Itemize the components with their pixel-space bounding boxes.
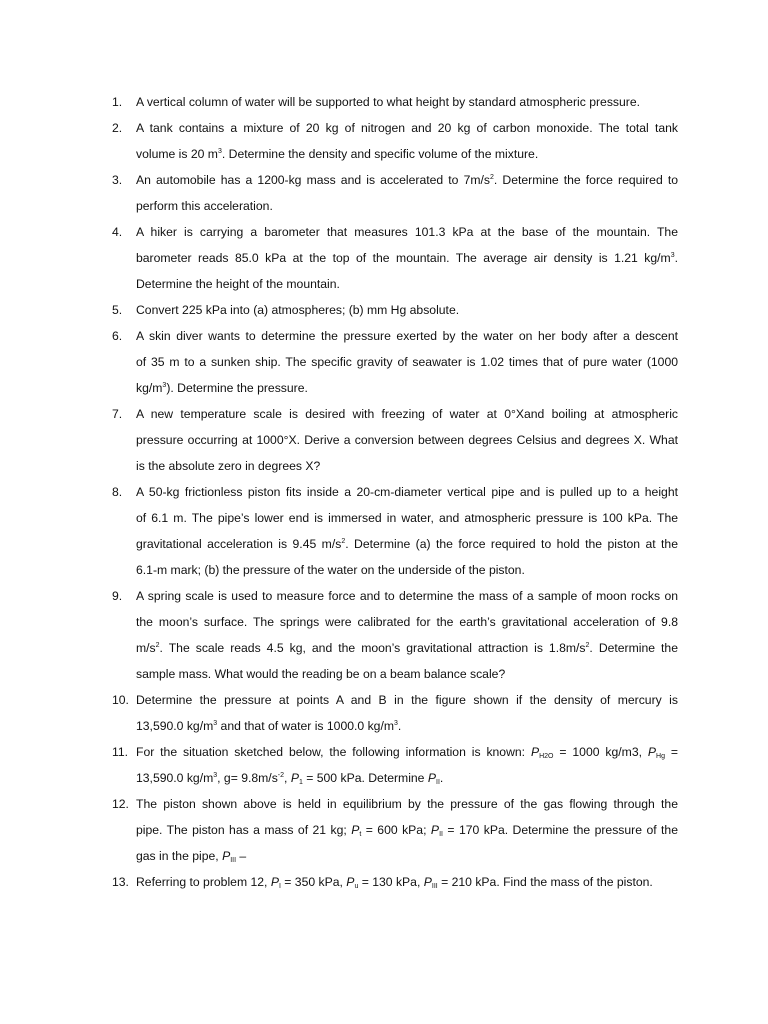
- superscript: 3: [670, 252, 675, 259]
- text-run: ). Determine the pressure.: [166, 381, 308, 395]
- problem-number: 7.: [112, 407, 123, 421]
- text-run: 6.1-m mark; (b) the pressure of the water on the underside of the piston.: [136, 563, 525, 577]
- italic-symbol: P: [423, 875, 432, 889]
- problem-number: 13.: [112, 875, 129, 889]
- problem-number: 2.: [112, 121, 123, 135]
- problem-text: [136, 323, 678, 401]
- text-run: = 1000 kg/m3,: [553, 745, 648, 759]
- problem-list: [0, 89, 768, 895]
- italic-symbol: P: [346, 875, 355, 889]
- problem-number: 4.: [112, 225, 123, 239]
- problem-line: [136, 141, 678, 167]
- problem-item: [0, 687, 768, 739]
- problem-text: [136, 219, 678, 297]
- problem-line: [136, 713, 678, 739]
- problem-number: 9.: [112, 589, 123, 603]
- subscript: 1: [298, 779, 303, 786]
- problem-line: [136, 115, 678, 141]
- superscript: 3: [393, 720, 398, 727]
- superscript: 2: [585, 642, 590, 649]
- superscript: 3: [213, 720, 218, 727]
- problem-line: [136, 583, 678, 609]
- subscript: III: [230, 857, 237, 864]
- problem-text: [136, 115, 678, 167]
- problem-line: [136, 609, 678, 635]
- subscript: II: [436, 779, 440, 786]
- text-run: The piston shown above is held in equilibrium by the pressure of the gas flowing through the: [136, 797, 678, 811]
- subscript: t: [359, 831, 362, 838]
- text-run: Determine the pressure at points A and B in the figure shown if the density of mercury is: [136, 693, 678, 707]
- problem-item: [0, 739, 768, 791]
- text-run: of 35 m to a sunken ship. The specific gravity of seawater is 1.02 times that of pure water (1000: [136, 355, 678, 369]
- text-run: of 6.1 m. The pipe’s lower end is immersed in water, and atmospheric pressure is 100 kPa. The: [136, 511, 678, 525]
- problem-line: [136, 271, 678, 297]
- superscript: 3: [213, 772, 218, 779]
- text-run: . Determine the density and specific volume of the mixture.: [221, 147, 539, 161]
- text-run: An automobile has a 1200-kg mass and is accelerated to 7m/s: [136, 173, 490, 187]
- problem-text: [136, 89, 678, 115]
- subscript: Hg: [656, 753, 665, 760]
- problem-number: 11.: [112, 745, 129, 759]
- text-run: pressure occurring at 1000°X. Derive a conversion between degrees Celsius and degrees X. What: [136, 433, 678, 447]
- problem-line: [136, 427, 678, 453]
- text-run: . Determine (a) the force required to hold the piston at the: [345, 537, 678, 551]
- superscript: -2: [277, 772, 285, 779]
- italic-symbol: P: [290, 771, 299, 785]
- text-run: = 130 kPa,: [358, 875, 424, 889]
- text-run: the moon’s surface. The springs were calibrated for the earth’s gravitational acceleration of 9.8: [136, 615, 678, 629]
- problem-text: [136, 583, 678, 687]
- problem-number: 10.: [112, 693, 129, 707]
- problem-text: [136, 791, 678, 869]
- problem-text: [136, 401, 678, 479]
- problem-line: [136, 89, 678, 115]
- text-run: Determine the height of the mountain.: [136, 277, 340, 291]
- problem-number: 8.: [112, 485, 123, 499]
- problem-text: [136, 687, 678, 739]
- problem-line: [136, 531, 678, 557]
- problem-line: [136, 323, 678, 349]
- problem-text: [136, 479, 678, 583]
- problem-line: [136, 661, 678, 687]
- italic-symbol: P: [530, 745, 540, 759]
- subscript: I: [278, 883, 281, 890]
- problem-text: [136, 167, 678, 219]
- text-run: = 210 kPa. Find the mass of the piston.: [437, 875, 653, 889]
- text-run: =: [664, 745, 678, 759]
- text-run: For the situation sketched below, the following information is known:: [136, 745, 531, 759]
- text-run: .: [439, 771, 444, 785]
- problem-number: 1.: [112, 95, 123, 109]
- text-run: A spring scale is used to measure force and to determine the mass of a sample of moon rocks on: [136, 589, 678, 603]
- text-run: A hiker is carrying a barometer that measures 101.3 kPa at the base of the mountain. The: [136, 225, 678, 239]
- text-run: = 170 kPa. Determine the pressure of the: [442, 823, 678, 837]
- text-run: 13,590.0 kg/m: [136, 771, 214, 785]
- problem-line: [136, 843, 678, 869]
- problem-item: [0, 583, 768, 687]
- problem-line: [136, 349, 678, 375]
- text-run: volume is 20 m: [136, 147, 218, 161]
- text-run: and that of water is 1000.0 kg/m: [217, 719, 394, 733]
- text-run: Convert 225 kPa into (a) atmospheres; (b) mm Hg absolute.: [136, 303, 460, 317]
- problem-item: [0, 479, 768, 583]
- problem-line: [136, 687, 678, 713]
- italic-symbol: P: [647, 745, 657, 759]
- problem-item: [0, 89, 768, 115]
- text-run: = 350 kPa,: [280, 875, 347, 889]
- text-run: gas in the pipe,: [136, 849, 223, 863]
- text-run: . Determine the: [589, 641, 678, 655]
- problem-item: [0, 869, 768, 895]
- problem-line: [136, 479, 678, 505]
- text-run: . Determine the force required to: [493, 173, 679, 187]
- text-run: barometer reads 85.0 kPa at the top of the mountain. The average air density is 1.21 kg/m: [136, 251, 671, 265]
- text-run: 13,590.0 kg/m: [136, 719, 214, 733]
- subscript: H2O: [539, 753, 554, 760]
- problem-line: [136, 193, 678, 219]
- problem-line: [136, 505, 678, 531]
- problem-item: [0, 401, 768, 479]
- problem-item: [0, 297, 768, 323]
- problem-line: [136, 635, 678, 661]
- text-run: m/s: [136, 641, 156, 655]
- problem-item: [0, 167, 768, 219]
- problem-number: 12.: [112, 797, 129, 811]
- italic-symbol: P: [270, 875, 279, 889]
- text-run: ,: [284, 771, 291, 785]
- problem-item: [0, 115, 768, 167]
- problem-line: [136, 765, 678, 791]
- italic-symbol: P: [427, 771, 436, 785]
- text-run: , g= 9.8m/s: [217, 771, 278, 785]
- problem-line: [136, 297, 678, 323]
- subscript: u: [354, 883, 359, 890]
- problem-number: 6.: [112, 329, 123, 343]
- text-run: kg/m: [136, 381, 163, 395]
- text-run: sample mass. What would the reading be on a beam balance scale?: [136, 667, 506, 681]
- text-run: is the absolute zero in degrees X?: [136, 459, 321, 473]
- problem-item: [0, 323, 768, 401]
- problem-text: [136, 297, 678, 323]
- problem-line: [136, 401, 678, 427]
- problem-text: [136, 739, 678, 791]
- problem-line: [136, 791, 678, 817]
- text-run: A vertical column of water will be supported to what height by standard atmospheric pressure.: [136, 95, 641, 109]
- problem-line: [136, 167, 678, 193]
- problem-item: [0, 791, 768, 869]
- problem-number: 5.: [112, 303, 123, 317]
- subscript: II: [439, 831, 443, 838]
- text-run: Referring to problem 12,: [136, 875, 271, 889]
- problem-line: [136, 375, 678, 401]
- text-run: A tank contains a mixture of 20 kg of nitrogen and 20 kg of carbon monoxide. The total tank: [136, 121, 678, 135]
- text-run: = 600 kPa;: [361, 823, 431, 837]
- superscript: 3: [162, 382, 167, 389]
- text-run: = 500 kPa. Determine: [302, 771, 428, 785]
- problem-line: [136, 219, 678, 245]
- text-run: gravitational acceleration is 9.45 m/s: [136, 537, 342, 551]
- problem-line: [136, 869, 678, 895]
- problem-text: [136, 869, 678, 895]
- superscript: 2: [341, 538, 346, 545]
- text-run: A skin diver wants to determine the pressure exerted by the water on her body after a descent: [136, 329, 678, 343]
- problem-line: [136, 739, 678, 765]
- text-run: –: [236, 849, 247, 863]
- problem-line: [136, 453, 678, 479]
- problem-line: [136, 245, 678, 271]
- italic-symbol: P: [222, 849, 231, 863]
- superscript: 2: [490, 174, 494, 181]
- text-run: A 50-kg frictionless piston fits inside a 20-cm-diameter vertical pipe and is pulled up to a height: [136, 485, 678, 499]
- problem-line: [136, 817, 678, 843]
- text-run: perform this acceleration.: [136, 199, 273, 213]
- text-run: .: [674, 251, 678, 265]
- problem-number: 3.: [112, 173, 123, 187]
- subscript: III: [431, 883, 438, 890]
- text-run: pipe. The piston has a mass of 21 kg;: [136, 823, 352, 837]
- problem-line: [136, 557, 678, 583]
- italic-symbol: P: [430, 823, 440, 837]
- italic-symbol: P: [351, 823, 360, 837]
- superscript: 3: [217, 148, 222, 155]
- text-run: . The scale reads 4.5 kg, and the moon’s gravitational attraction is 1.8m/s: [159, 641, 586, 655]
- superscript: 2: [155, 642, 160, 649]
- text-run: A new temperature scale is desired with freezing of water at 0°Xand boiling at atmospheric: [136, 407, 678, 421]
- problem-item: [0, 219, 768, 297]
- text-run: .: [397, 719, 402, 733]
